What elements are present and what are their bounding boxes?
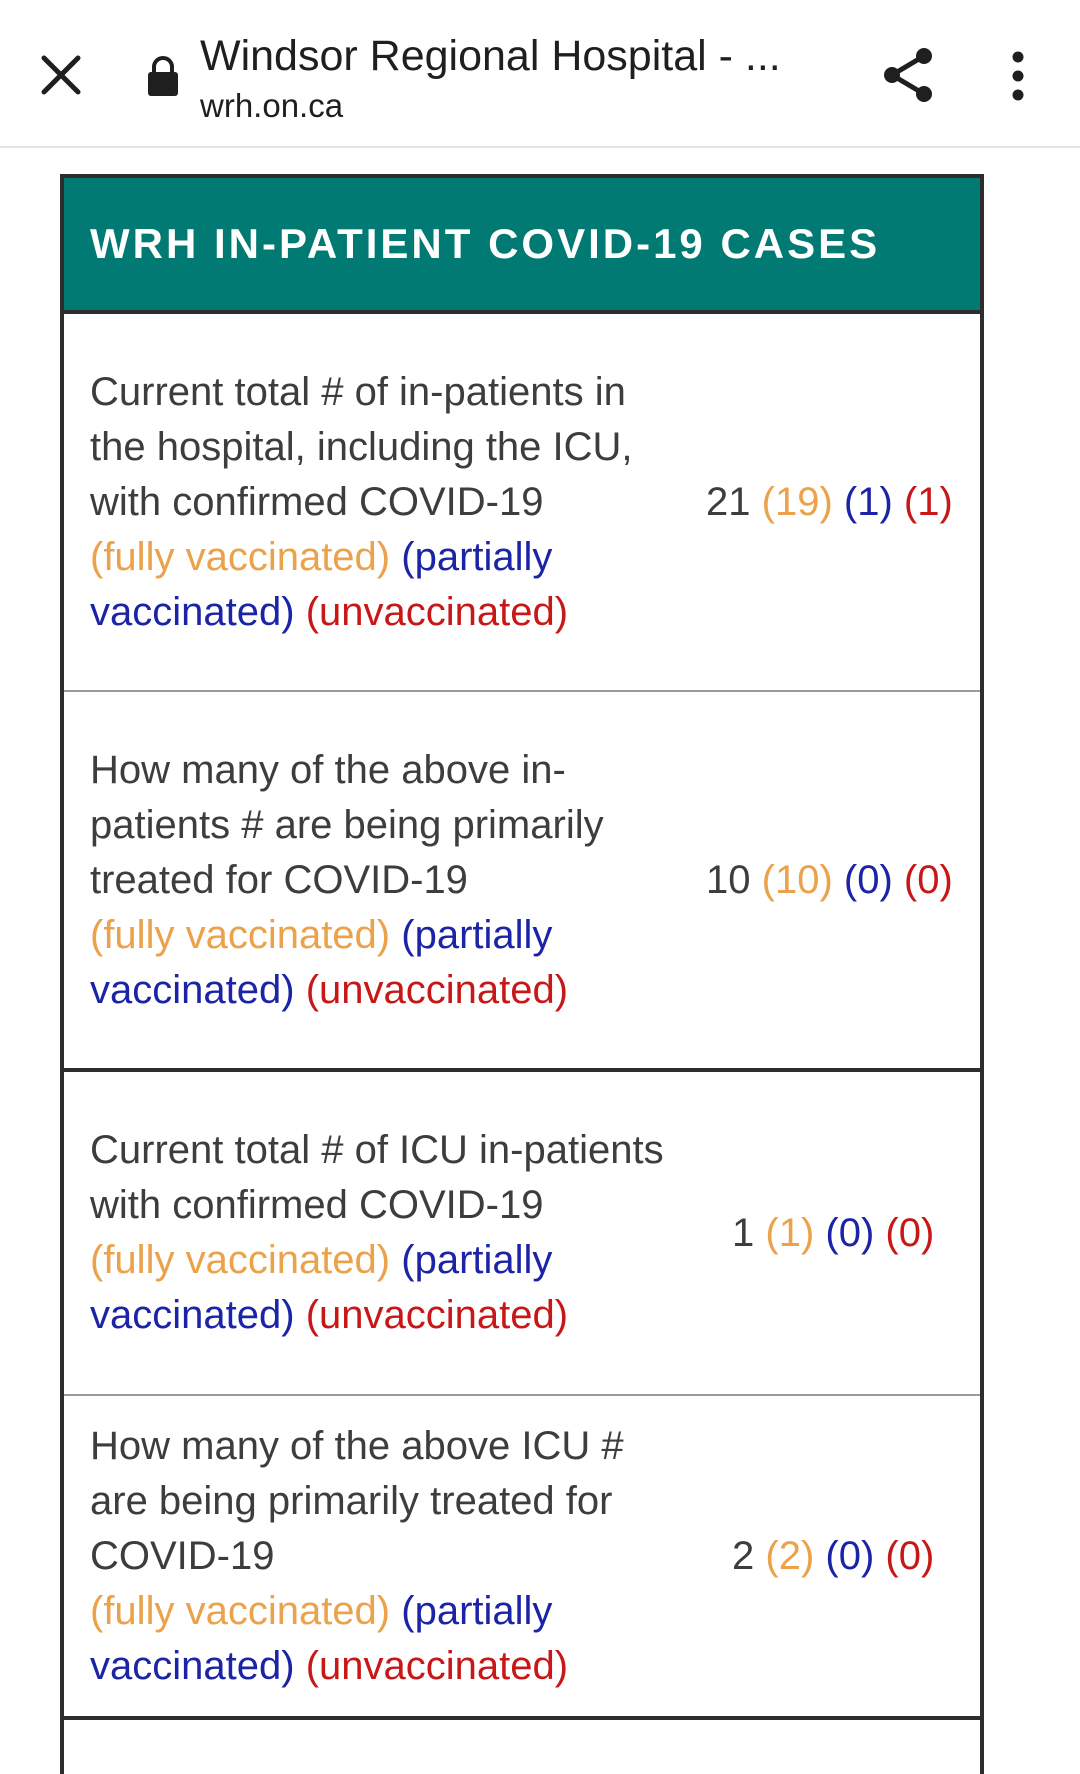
value-fully-vaccinated: (2) bbox=[765, 1533, 815, 1578]
table-row bbox=[64, 692, 980, 1072]
row-value bbox=[680, 1534, 980, 1579]
value-total: 21 bbox=[706, 479, 751, 524]
legend-partially-vaccinated: (partially vaccinated) bbox=[90, 1588, 553, 1688]
legend-fully-vaccinated: (fully vaccinated) bbox=[90, 912, 391, 957]
row-value bbox=[680, 480, 980, 525]
page-url[interactable]: wrh.on.ca bbox=[200, 87, 344, 124]
lock-icon bbox=[146, 55, 180, 97]
value-partially-vaccinated: (0) bbox=[825, 1210, 875, 1255]
legend-partially-vaccinated: (partially vaccinated) bbox=[90, 534, 553, 634]
row-label bbox=[64, 365, 680, 640]
table-header bbox=[64, 178, 980, 314]
legend-fully-vaccinated: (fully vaccinated) bbox=[90, 534, 391, 579]
close-icon[interactable] bbox=[38, 52, 84, 98]
row-label bbox=[64, 1123, 680, 1343]
legend-unvaccinated: (unvaccinated) bbox=[305, 1293, 569, 1337]
row-description: How many of the above ICU # are being primarily treated for COVID-19 bbox=[90, 1423, 624, 1578]
value-fully-vaccinated: (10) bbox=[761, 857, 833, 902]
value-unvaccinated: (0) bbox=[885, 1533, 935, 1578]
legend-fully-vaccinated: (fully vaccinated) bbox=[90, 1238, 391, 1282]
value-partially-vaccinated: (0) bbox=[843, 857, 893, 902]
value-fully-vaccinated: (19) bbox=[761, 479, 833, 524]
legend-unvaccinated: (unvaccinated) bbox=[305, 967, 569, 1012]
legend-fully-vaccinated: (fully vaccinated) bbox=[90, 1588, 391, 1633]
covid-cases-table bbox=[60, 174, 984, 1774]
value-partially-vaccinated: (1) bbox=[843, 479, 893, 524]
row-label bbox=[64, 1419, 680, 1694]
share-icon[interactable] bbox=[880, 46, 936, 104]
legend-partially-vaccinated: (partially vaccinated) bbox=[90, 1238, 553, 1337]
value-unvaccinated: (0) bbox=[885, 1210, 935, 1255]
value-partially-vaccinated: (0) bbox=[825, 1533, 875, 1578]
value-total: 1 bbox=[732, 1210, 755, 1255]
row-value bbox=[680, 1211, 980, 1256]
value-total: 10 bbox=[706, 857, 751, 902]
legend-unvaccinated: (unvaccinated) bbox=[305, 589, 569, 634]
page-title[interactable]: Windsor Regional Hospital - ... bbox=[200, 32, 781, 80]
row-description: Current total # of in-patients in the hospital, including the ICU, with confirmed COVID-19 bbox=[90, 369, 633, 524]
legend-unvaccinated: (unvaccinated) bbox=[305, 1643, 569, 1688]
row-value bbox=[680, 858, 980, 903]
more-vert-icon[interactable] bbox=[1006, 50, 1030, 102]
browser-toolbar bbox=[0, 0, 1080, 148]
row-description: Current total # of ICU in-patients with confirmed COVID-19 bbox=[90, 1128, 664, 1227]
row-label bbox=[64, 743, 680, 1018]
row-description: How many of the above in-patients # are being primarily treated for COVID-19 bbox=[90, 747, 604, 902]
value-total: 2 bbox=[732, 1533, 755, 1578]
value-unvaccinated: (1) bbox=[903, 479, 953, 524]
legend-partially-vaccinated: (partially vaccinated) bbox=[90, 912, 553, 1012]
table-row bbox=[64, 314, 980, 692]
table-row bbox=[64, 1072, 980, 1396]
value-unvaccinated: (0) bbox=[903, 857, 953, 902]
value-fully-vaccinated: (1) bbox=[765, 1210, 815, 1255]
table-title: WRH IN-PATIENT COVID-19 CASES bbox=[90, 220, 881, 267]
table-row bbox=[64, 1396, 980, 1720]
